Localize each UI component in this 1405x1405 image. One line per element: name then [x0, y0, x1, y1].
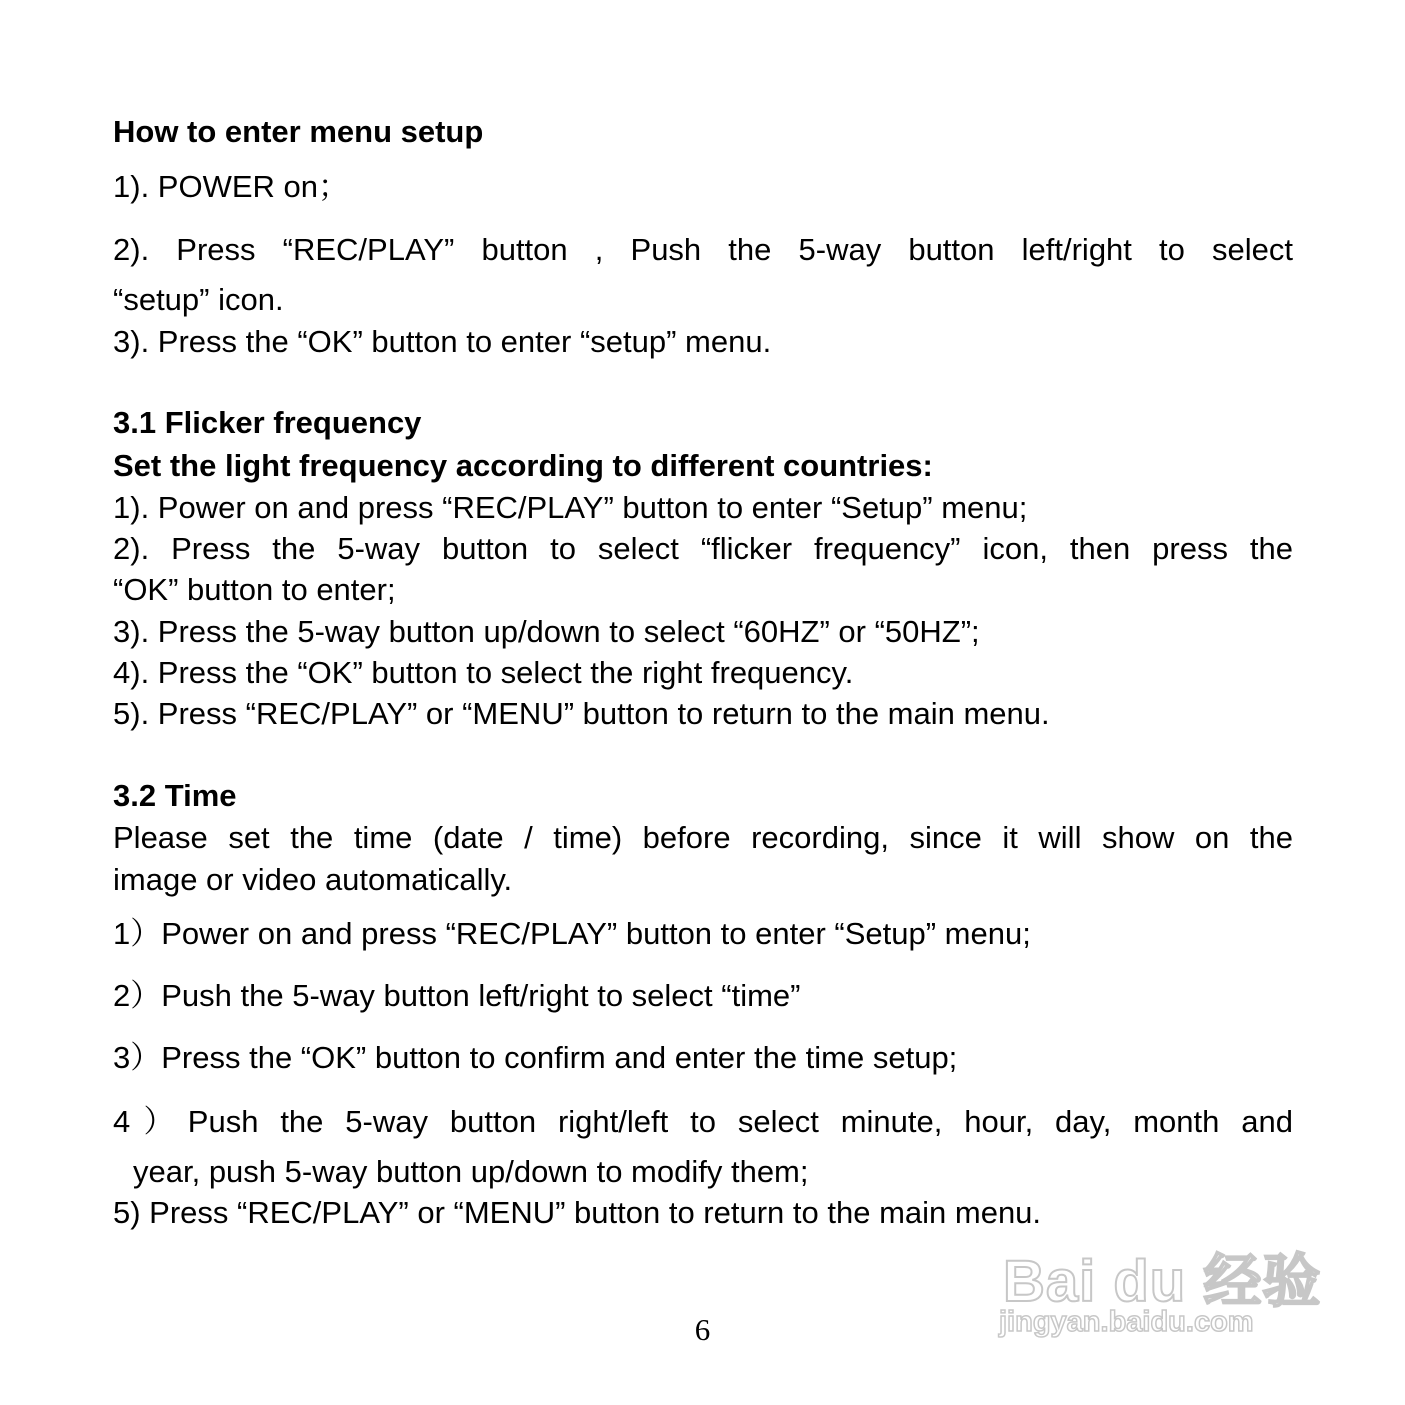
time-description-line-2: image or video automatically. [113, 862, 513, 897]
time-description-line-1: Please set the time (date / time) before recording, since it will show on the [113, 820, 1293, 855]
flicker-step-2-line-2: “OK” button to enter; [113, 572, 396, 607]
baidu-jingyan-watermark [995, 1228, 1325, 1348]
flicker-step-2-line-1: 2). Press the 5-way button to select “flicker frequency” icon, then press the [113, 531, 1293, 566]
intro-step-1: 1). POWER on； [113, 169, 349, 204]
flicker-step-1: 1). Power on and press “REC/PLAY” button to enter “Setup” menu; [113, 490, 1028, 525]
time-step-4-line-1: 4）Push the 5-way button right/left to select minute, hour, day, month and [113, 1104, 1293, 1139]
page-number: 6 [694, 1312, 711, 1347]
intro-step-3: 3). Press the “OK” button to enter “setup” menu. [113, 324, 772, 359]
flicker-step-4: 4). Press the “OK” button to select the right frequency. [113, 655, 854, 690]
flicker-step-3: 3). Press the 5-way button up/down to select “60HZ” or “50HZ”; [113, 614, 980, 649]
intro-step-2-line-1: 2). Press “REC/PLAY” button , Push the 5-way button left/right to select [113, 232, 1293, 267]
time-step-1: 1）Power on and press “REC/PLAY” button to enter “Setup” menu; [113, 916, 1031, 951]
time-step-5: 5) Press “REC/PLAY” or “MENU” button to return to the main menu. [113, 1195, 1042, 1230]
flicker-step-5: 5). Press “REC/PLAY” or “MENU” button to return to the main menu. [113, 696, 1050, 731]
time-step-4-line-2: year, push 5-way button up/down to modify them; [133, 1154, 809, 1189]
flicker-heading: 3.1 Flicker frequency [113, 405, 422, 440]
watermark-logo-text: Bai du 经验 [1003, 1249, 1322, 1314]
time-step-3: 3）Press the “OK” button to confirm and enter the time setup; [113, 1040, 958, 1075]
flicker-subheading: Set the light frequency according to different countries: [113, 448, 933, 483]
time-step-2: 2）Push the 5-way button left/right to select “time” [113, 978, 801, 1013]
intro-step-2-line-2: “setup” icon. [113, 282, 284, 317]
time-heading: 3.2 Time [113, 778, 237, 813]
watermark-url: jingyan.baidu.com [999, 1306, 1254, 1338]
intro-heading: How to enter menu setup [113, 114, 484, 149]
